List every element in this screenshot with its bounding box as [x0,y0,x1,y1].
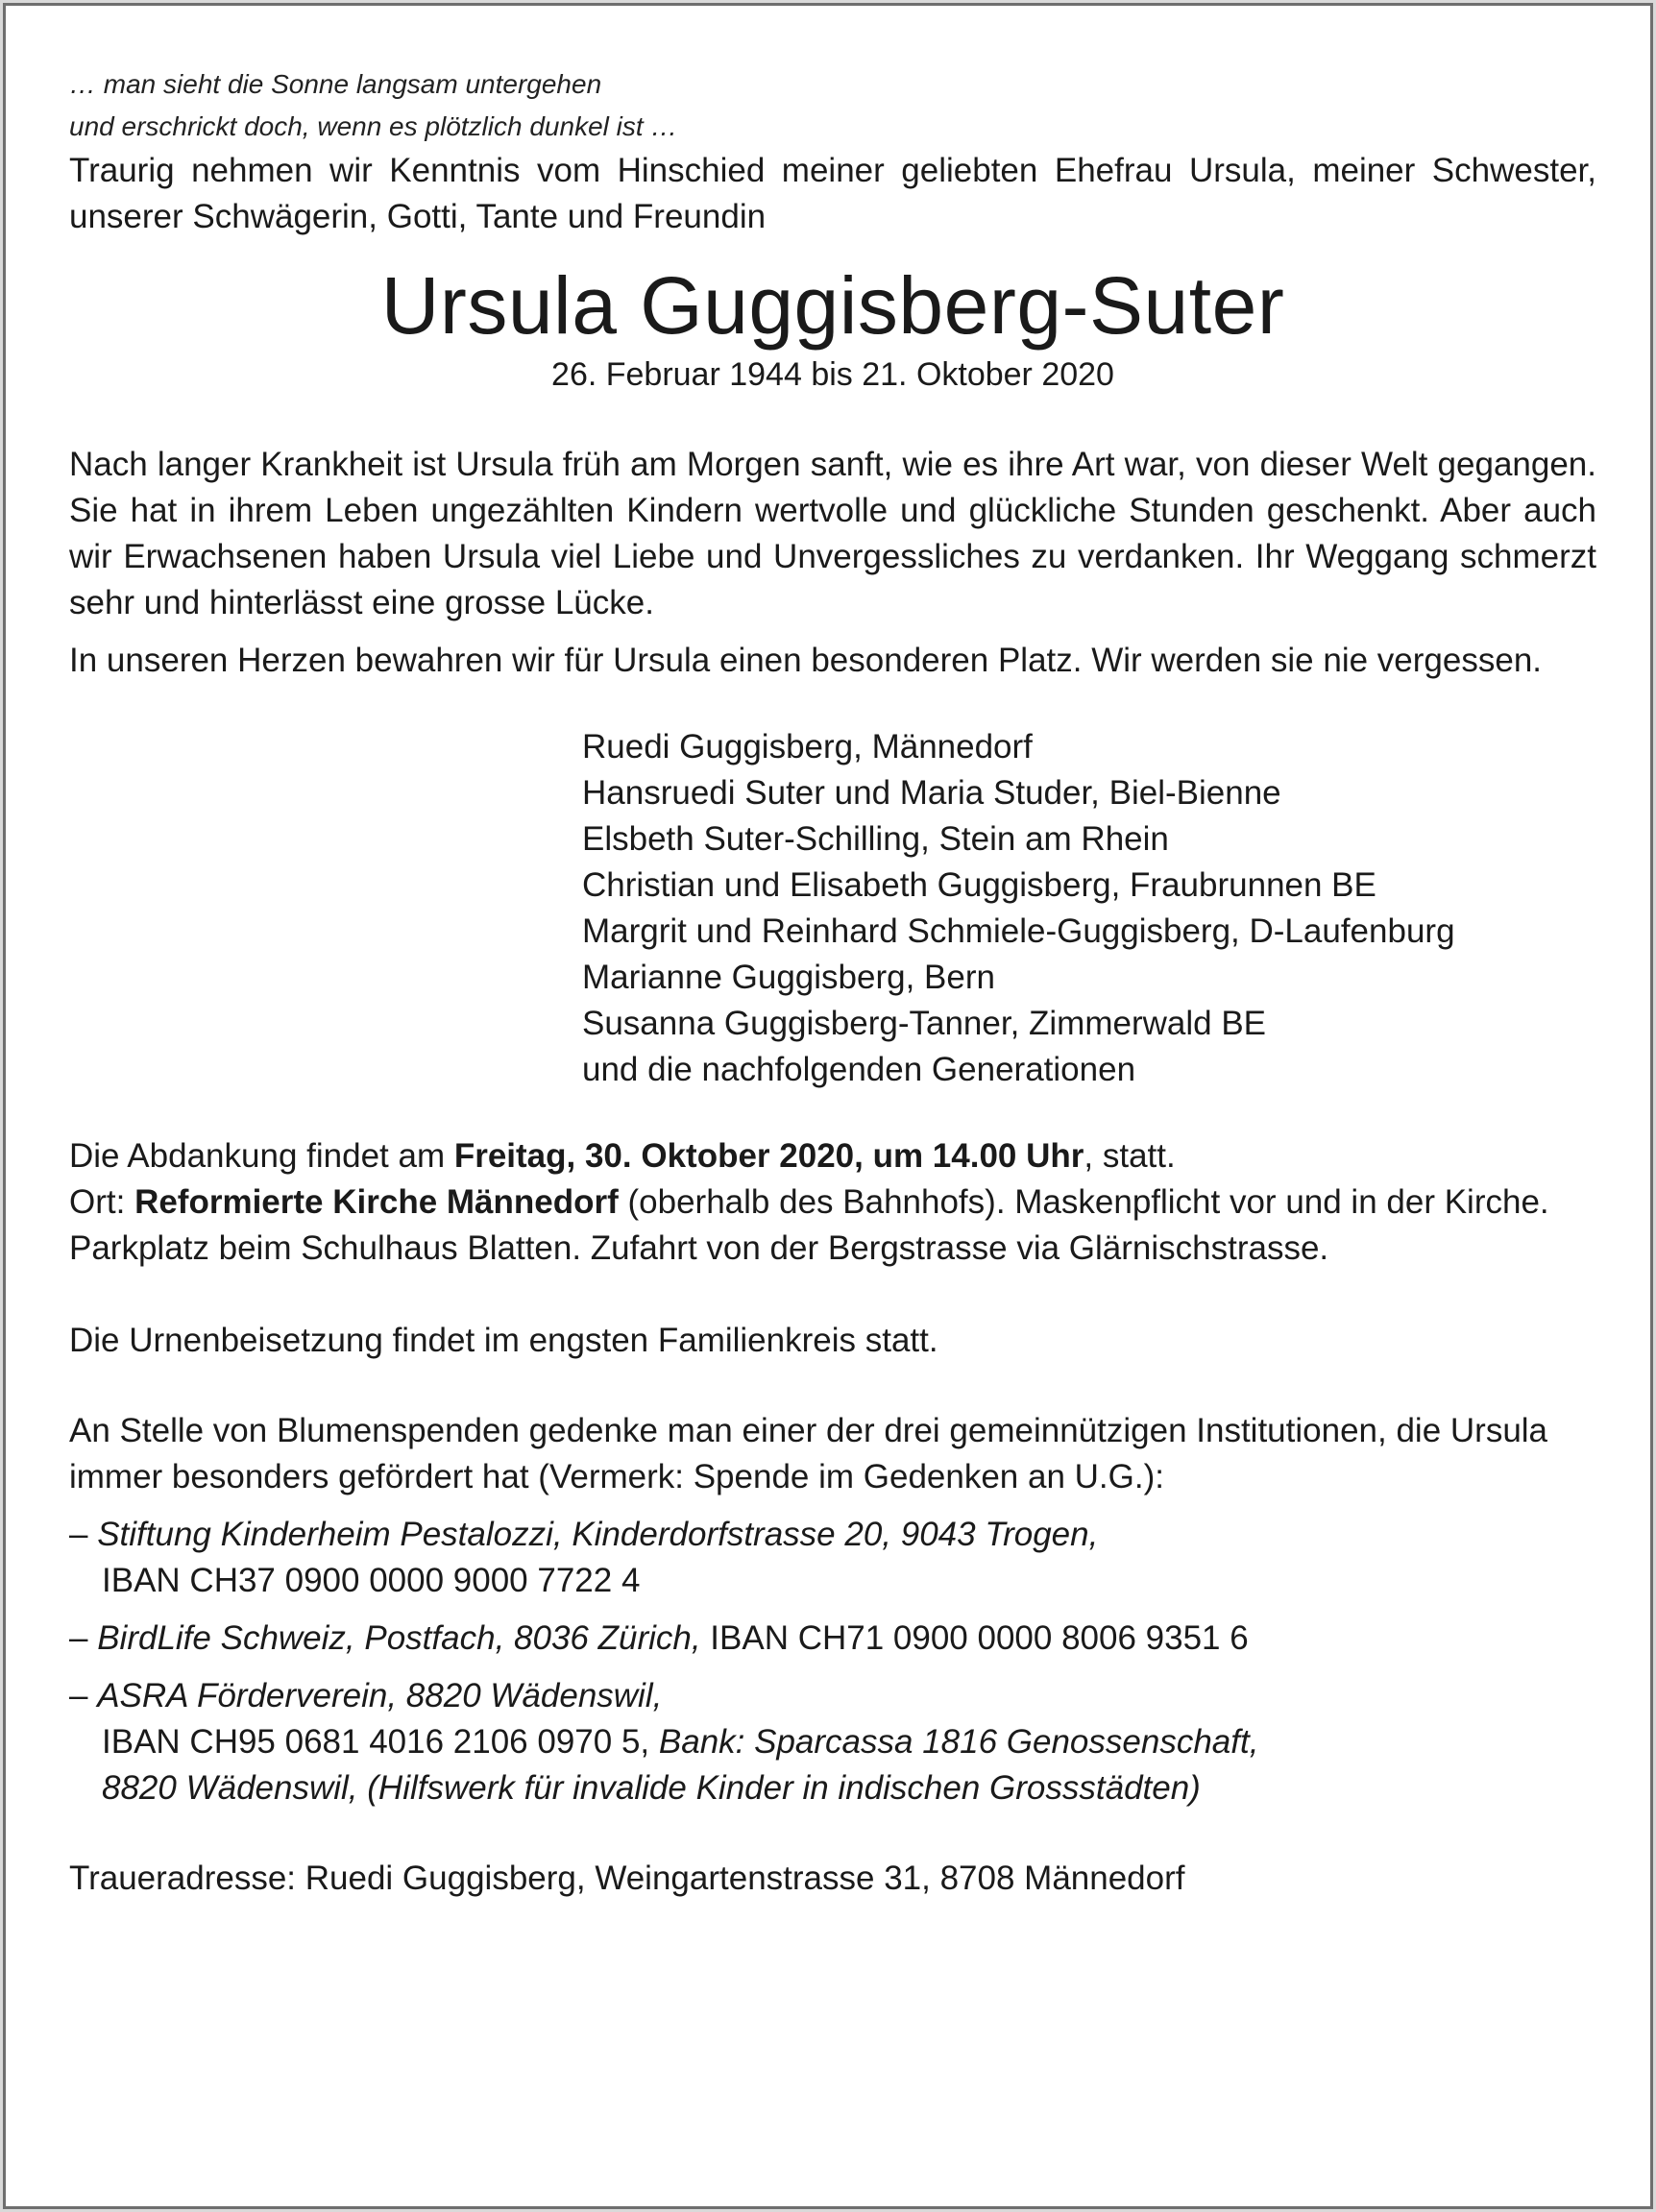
parking-info: Parkplatz beim Schulhaus Blatten. Zufahrt von der Bergstrasse via Glärnischstrasse. [69,1229,1329,1267]
mourner-entry: Christian und Elisabeth Guggisberg, Fraubrunnen BE [582,866,1376,904]
donations-section [69,1408,1596,1811]
service-location-suffix: (oberhalb des Bahnhofs). Maskenpflicht vor und in der Kirche. [618,1183,1549,1221]
life-dates: 26. Februar 1944 bis 21. Oktober 2020 [551,356,1114,393]
service-date-prefix: Die Abdankung findet am [69,1137,454,1175]
bank-details: 8820 Wädenswil, (Hilfswerk für invalide Kinder in indischen Grossstädten) [102,1769,1201,1807]
mourner-entry: Marianne Guggisberg, Bern [582,959,995,996]
donation-item [69,1673,1596,1811]
lead-paragraph: Traurig nehmen wir Kenntnis vom Hinschied meiner geliebten Ehefrau Ursula, meiner Schwester, unserer Schwägerin, Gotti, Tante und Freundin [69,152,1596,235]
burial-info: Die Urnenbeisetzung findet im engsten Familienkreis statt. [69,1322,938,1359]
donation-item [69,1616,1596,1662]
obituary-notice [3,3,1653,2209]
mourning-address: Traueradresse: Ruedi Guggisberg, Weingartenstrasse 31, 8708 Männedorf [69,1860,1185,1897]
obituary-content [69,63,1596,1902]
institution-name: BirdLife Schweiz, Postfach, 8036 Zürich, [97,1619,701,1657]
mourner-entry: Margrit und Reinhard Schmiele-Guggisberg, D-Laufenburg [582,912,1455,950]
list-dash: – [69,1516,98,1553]
mourner-entry: Ruedi Guggisberg, Männedorf [582,728,1033,766]
service-location: Reformierte Kirche Männedorf [134,1183,619,1221]
text-paragraph: In unseren Herzen bewahren wir für Ursula einen besonderen Platz. Wir werden sie nie vergessen. [69,642,1543,679]
donation-item [69,1512,1596,1604]
iban-bank-line [69,1719,1596,1765]
list-dash: – [69,1619,98,1657]
spacer [69,1272,1596,1318]
service-date-line [69,1133,1596,1179]
mourner-entry: Susanna Guggisberg-Tanner, Zimmerwald BE [582,1005,1267,1042]
deceased-name: Ursula Guggisberg-Suter [380,260,1285,351]
funeral-service-info [69,1133,1596,1364]
iban: IBAN CH37 0900 0000 9000 7722 4 [102,1562,641,1599]
text-paragraph: Nach langer Krankheit ist Ursula früh am Morgen sanft, wie es ihre Art war, von dieser Welt gegangen. Sie hat in ihrem Leben ungezählten Kindern wertvolle und glückliche Stunden geschenkt. Aber auch wir Erwachsenen haben Ursula viel Liebe und Unvergessliches zu verdanken. Ihr Weggang schmerzt sehr und hinterlässt eine grosse Lücke. [69,446,1596,621]
service-location-line [69,1179,1596,1226]
service-location-prefix: Ort: [69,1183,135,1221]
institution-name: ASRA Förderverein, 8820 Wädenswil, [97,1677,663,1714]
service-date: Freitag, 30. Oktober 2020, um 14.00 Uhr [453,1137,1084,1175]
mourners-list [582,724,1596,1093]
mourner-entry: und die nachfolgenden Generationen [582,1051,1136,1088]
mourner-entry: Hansruedi Suter und Maria Studer, Biel-Bienne [582,774,1281,812]
motto-line: und erschrickt doch, wenn es plötzlich dunkel ist … [69,111,678,141]
service-date-suffix: , statt. [1084,1137,1176,1175]
list-dash: – [69,1677,98,1714]
motto-quote [69,63,1596,148]
motto-line: … man sieht die Sonne langsam untergehen [69,69,602,99]
institution-name: Stiftung Kinderheim Pestalozzi, Kinderdorfstrasse 20, 9043 Trogen, [97,1516,1099,1553]
donations-intro: An Stelle von Blumenspenden gedenke man einer der drei gemeinnützigen Institutionen, die Ursula immer besonders gefördert hat (Vermerk: Spende im Gedenken an U.G.): [69,1412,1548,1495]
iban: IBAN CH95 0681 4016 2106 0970 5, [102,1723,650,1761]
iban: IBAN CH71 0900 0000 8006 9351 6 [700,1619,1249,1657]
bank-name: Bank: Sparcassa 1816 Genossenschaft, [649,1723,1259,1761]
mourner-entry: Elsbeth Suter-Schilling, Stein am Rhein [582,820,1169,858]
